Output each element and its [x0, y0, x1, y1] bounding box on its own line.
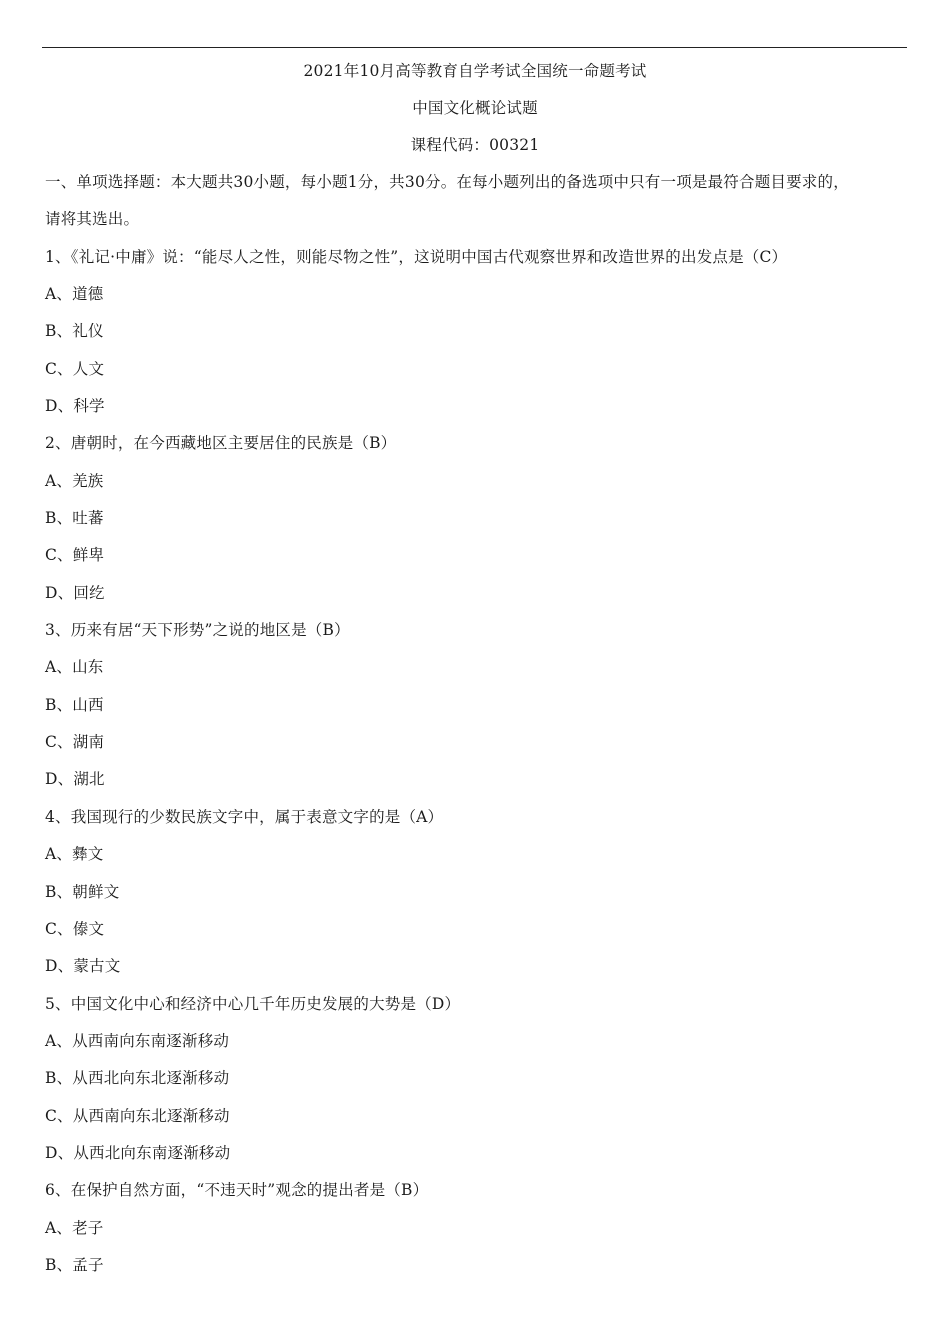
answer-option: C、傣文 — [45, 920, 105, 938]
answer-option: B、礼仪 — [45, 322, 104, 340]
answer-option: D、从西北向东南逐渐移动 — [45, 1144, 231, 1162]
answer-option: C、湖南 — [45, 733, 105, 751]
answer-option: A、彝文 — [45, 845, 104, 863]
answer-option: D、科学 — [45, 397, 105, 415]
header-rule — [42, 47, 907, 48]
answer-option: C、人文 — [45, 360, 105, 378]
answer-option: B、朝鲜文 — [45, 883, 120, 901]
answer-option: C、鲜卑 — [45, 546, 105, 564]
exam-title: 2021年10月高等教育自学考试全国统一命题考试 — [303, 62, 647, 80]
answer-option: B、吐蕃 — [45, 509, 104, 527]
course-code: 课程代码：00321 — [410, 136, 540, 154]
question-stem: 4、我国现行的少数民族文字中，属于表意文字的是（A） — [45, 808, 444, 826]
question-stem: 1、《礼记·中庸》说：“能尽人之性，则能尽物之性”，这说明中国古代观察世界和改造世界的出发点是（C） — [45, 248, 788, 266]
question-stem: 6、在保护自然方面，“不违天时”观念的提出者是（B） — [45, 1181, 429, 1199]
answer-option: D、蒙古文 — [45, 957, 121, 975]
answer-option: D、湖北 — [45, 770, 105, 788]
answer-option: C、从西南向东北逐渐移动 — [45, 1107, 230, 1125]
answer-option: D、回纥 — [45, 584, 105, 602]
section-instruction-cont: 请将其选出。 — [45, 210, 140, 228]
answer-option: B、山西 — [45, 696, 104, 714]
section-instruction: 一、单项选择题：本大题共30小题，每小题1分，共30分。在每小题列出的备选项中只有一项是最符合题目要求的， — [45, 173, 849, 191]
question-stem: 2、唐朝时，在今西藏地区主要居住的民族是（B） — [45, 434, 397, 452]
answer-option: B、从西北向东北逐渐移动 — [45, 1069, 230, 1087]
subject-title: 中国文化概论试题 — [412, 99, 538, 117]
answer-option: B、孟子 — [45, 1256, 104, 1274]
question-stem: 5、中国文化中心和经济中心几千年历史发展的大势是（D） — [45, 995, 461, 1013]
answer-option: A、从西南向东南逐渐移动 — [45, 1032, 230, 1050]
answer-option: A、山东 — [45, 658, 104, 676]
question-stem: 3、历来有居“天下形势”之说的地区是（B） — [45, 621, 350, 639]
answer-option: A、道德 — [45, 285, 104, 303]
answer-option: A、老子 — [45, 1219, 104, 1237]
answer-option: A、羌族 — [45, 472, 104, 490]
